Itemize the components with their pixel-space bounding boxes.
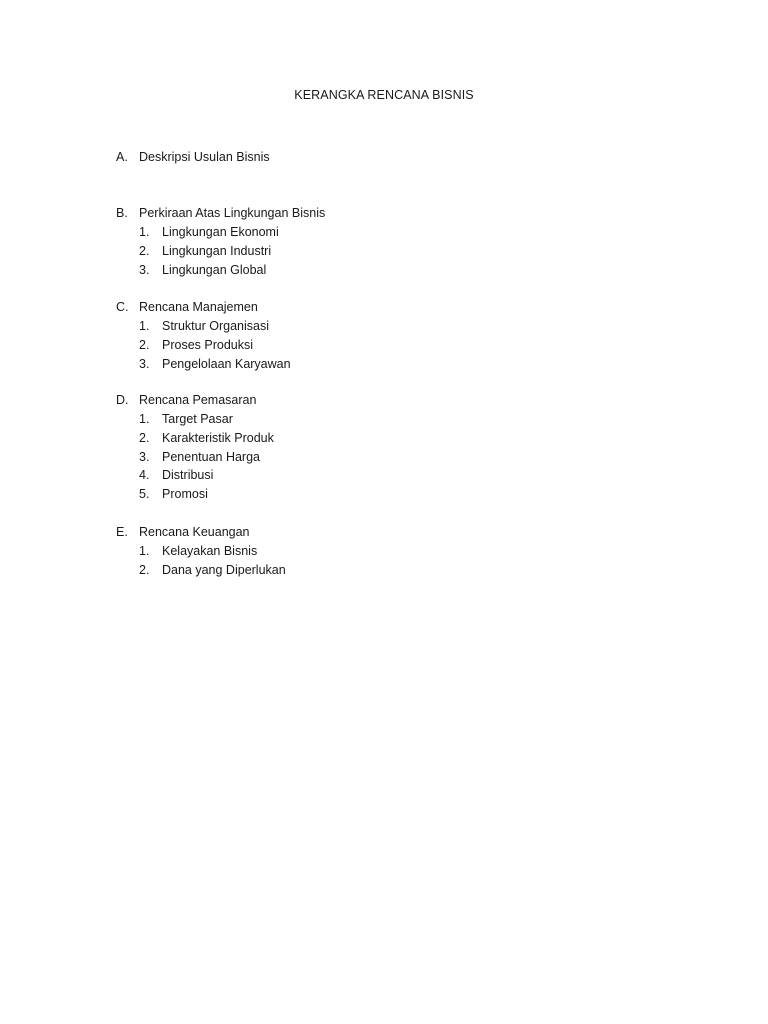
list-item bbox=[116, 466, 274, 485]
section-heading bbox=[116, 391, 274, 410]
list-item-number: 1. bbox=[139, 412, 150, 426]
list-item-number: 2. bbox=[139, 562, 150, 577]
section-title: Rencana Manajemen bbox=[139, 300, 258, 314]
list-item-text: Lingkungan Ekonomi bbox=[162, 225, 279, 239]
list-item-number: 2. bbox=[139, 337, 150, 352]
list-item-number: 1. bbox=[139, 319, 150, 333]
list-item-text: Penentuan Harga bbox=[162, 449, 260, 464]
list-item-text: Distribusi bbox=[162, 468, 214, 483]
list-item-number: 1. bbox=[139, 544, 150, 558]
section-a bbox=[116, 148, 270, 167]
list-item bbox=[116, 410, 274, 429]
section-title: Rencana Pemasaran bbox=[139, 393, 257, 407]
list-item-text: Target Pasar bbox=[162, 412, 233, 426]
list-item-text: Promosi bbox=[162, 487, 208, 501]
list-item bbox=[116, 242, 325, 261]
section-letter: D. bbox=[116, 393, 129, 407]
list-item-number: 1. bbox=[139, 225, 150, 239]
section-e bbox=[116, 523, 286, 580]
list-item-text: Struktur Organisasi bbox=[162, 319, 269, 333]
list-item-text: Dana yang Diperlukan bbox=[162, 562, 286, 577]
list-item bbox=[116, 261, 325, 280]
document-title: KERANGKA RENCANA BISNIS bbox=[294, 88, 474, 102]
list-item bbox=[116, 317, 291, 336]
section-title: Perkiraan Atas Lingkungan Bisnis bbox=[139, 206, 326, 220]
list-item-number: 3. bbox=[139, 356, 150, 371]
section-letter: C. bbox=[116, 300, 129, 314]
list-item-text: Lingkungan Global bbox=[162, 262, 267, 277]
section-heading bbox=[116, 148, 270, 167]
list-item-number: 3. bbox=[139, 449, 150, 464]
list-item bbox=[116, 355, 291, 374]
list-item-text: Karakteristik Produk bbox=[162, 430, 274, 445]
list-item-number: 3. bbox=[139, 262, 150, 277]
section-letter: E. bbox=[116, 525, 128, 539]
section-heading bbox=[116, 204, 325, 223]
list-item-text: Proses Produksi bbox=[162, 337, 254, 352]
list-item-text: Lingkungan Industri bbox=[162, 243, 272, 258]
list-item-text: Pengelolaan Karyawan bbox=[162, 356, 291, 371]
list-item bbox=[116, 561, 286, 580]
section-title: Deskripsi Usulan Bisnis bbox=[139, 150, 270, 164]
list-item bbox=[116, 336, 291, 355]
list-item bbox=[116, 485, 274, 504]
section-letter: A. bbox=[116, 150, 128, 164]
list-item-number: 4. bbox=[139, 468, 150, 483]
list-item-number: 2. bbox=[139, 430, 150, 445]
list-item-number: 2. bbox=[139, 243, 150, 258]
section-d bbox=[116, 391, 274, 504]
section-heading bbox=[116, 298, 291, 317]
list-item bbox=[116, 448, 274, 467]
section-b bbox=[116, 204, 325, 279]
list-item bbox=[116, 223, 325, 242]
section-heading bbox=[116, 523, 286, 542]
list-item-number: 5. bbox=[139, 487, 150, 501]
section-letter: B. bbox=[116, 206, 128, 220]
list-item bbox=[116, 542, 286, 561]
list-item-text: Kelayakan Bisnis bbox=[162, 544, 258, 558]
list-item bbox=[116, 429, 274, 448]
section-title: Rencana Keuangan bbox=[139, 525, 250, 539]
section-c bbox=[116, 298, 291, 373]
